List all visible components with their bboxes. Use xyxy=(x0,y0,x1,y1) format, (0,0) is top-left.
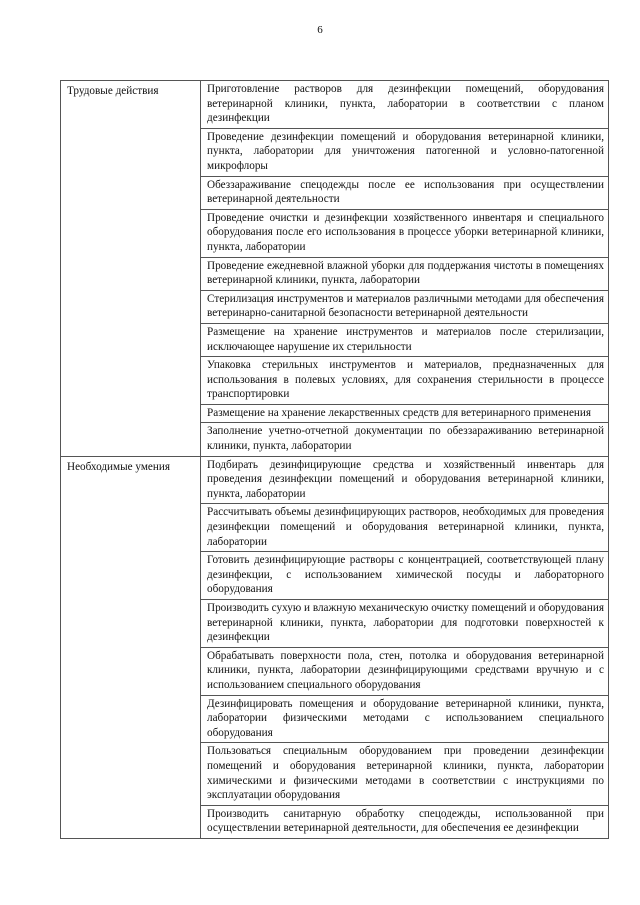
skill-item: Обрабатывать поверхности пола, стен, потолка и оборудования ветеринарной клиники, пункта, лаборатории дезинфицирующими средствами вручную и с использованием специального оборудования xyxy=(201,648,608,696)
labor-action-item: Упаковка стерильных инструментов и материалов, предназначенных для использования в полевых условиях, для сохранения стерильности в процессе транспортировки xyxy=(201,357,608,405)
labor-action-item: Стерилизация инструментов и материалов различными методами для обеспечения ветеринарно-санитарной безопасности ветеринарной деятельности xyxy=(201,291,608,324)
skill-item: Производить санитарную обработку спецодежды, использованной при осуществлении ветеринарной деятельности, для обеспечения ее дезинфекции xyxy=(207,807,604,835)
skill-item: Пользоваться специальным оборудованием при проведении дезинфекции помещений и оборудования ветеринарной клиники, пункта, лаборатории химическими и физическими методами в соответствии с инструкциями по эксплуатации оборудования xyxy=(201,743,608,805)
skill-item: Подбирать дезинфицирующие средства и хозяйственный инвентарь для проведения дезинфекции помещений и оборудования ветеринарной клиники, пункта, лаборатории xyxy=(201,457,608,505)
requirements-table xyxy=(60,80,609,839)
labor-action-item: Проведение ежедневной влажной уборки для поддержания чистоты в помещениях ветеринарной клиники, пункта, лаборатории xyxy=(201,258,608,291)
section-row-required-skills xyxy=(61,456,609,838)
skill-item: Готовить дезинфицирующие растворы с концентрацией, соответствующей плану дезинфекции, с использованием химической посуды и лабораторного оборудования xyxy=(201,552,608,600)
skill-item: Рассчитывать объемы дезинфицирующих растворов, необходимых для проведения дезинфекции помещений и оборудования ветеринарной клиники, пункта, лаборатории xyxy=(201,504,608,552)
labor-action-item: Размещение на хранение лекарственных средств для ветеринарного применения xyxy=(201,405,608,424)
skill-item: Дезинфицировать помещения и оборудование ветеринарной клиники, пункта, лаборатории физическими методами с использованием специального оборудования xyxy=(201,696,608,744)
labor-action-item: Заполнение учетно-отчетной документации по обеззараживанию ветеринарной клиники, пункта, лаборатории xyxy=(207,425,604,453)
skill-item: Производить сухую и влажную механическую очистку помещений и оборудования ветеринарной клиники, пункта, лаборатории для подготовки поверхностей к дезинфекции xyxy=(201,600,608,648)
labor-action-item: Приготовление растворов для дезинфекции помещений, оборудования ветеринарной клиники, пункта, лаборатории в соответствии с планом дезинфекции xyxy=(201,81,608,129)
section-items xyxy=(201,456,609,838)
labor-action-item: Проведение очистки и дезинфекции хозяйственного инвентаря и специального оборудования после его использования в процессе уборки ветеринарной клиники, пункта, лаборатории xyxy=(201,210,608,258)
section-label: Трудовые действия xyxy=(61,81,201,457)
section-label: Необходимые умения xyxy=(61,456,201,838)
section-row-labor-actions xyxy=(61,81,609,457)
labor-action-item: Обеззараживание спецодежды после ее использования при осуществлении ветеринарной деятельности xyxy=(201,177,608,210)
labor-action-item: Размещение на хранение инструментов и материалов после стерилизации, исключающее нарушение их стерильности xyxy=(201,324,608,357)
section-items xyxy=(201,81,609,457)
labor-action-item: Проведение дезинфекции помещений и оборудования ветеринарной клиники, пункта, лаборатории для уничтожения патогенной и условно-патогенной микрофлоры xyxy=(201,129,608,177)
page-number: 6 xyxy=(317,24,323,36)
